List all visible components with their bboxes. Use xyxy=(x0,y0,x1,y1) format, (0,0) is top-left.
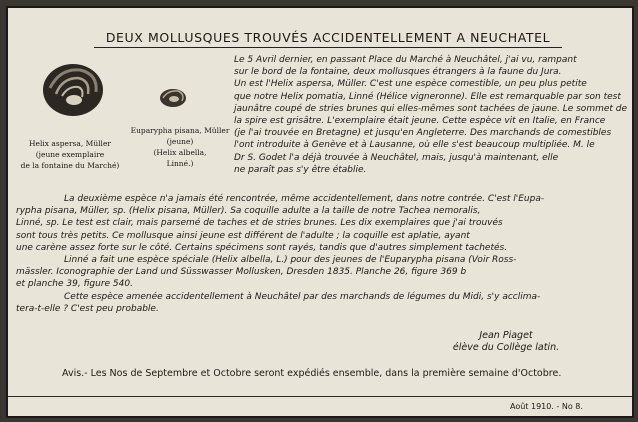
signature-block xyxy=(446,330,566,354)
text-line: Linné a fait une espèce spéciale (Helix albella, L.) pour des jeunes de l'Euparypha pisana (Voir Ross- xyxy=(64,255,517,266)
text-line: ne paraît pas s'y être établie. xyxy=(234,164,367,175)
figure-caption-helix-aspersa xyxy=(12,138,128,171)
text-line: tera-t-elle ? C'est peu probable. xyxy=(16,303,159,314)
caption-line: (jeune) xyxy=(166,137,194,146)
caption-line: Euparypha pisana, Müller xyxy=(130,126,230,135)
paragraph-second-species xyxy=(16,193,544,315)
text-line: Un est l'Helix aspersa, Müller. C'est une espèce comestible, un peu plus petite xyxy=(234,79,587,90)
text-line: Le 5 Avril dernier, en passant Place du Marché à Neuchâtel, j'ai vu, rampant xyxy=(234,55,577,65)
text-line: La deuxième espèce n'a jamais été rencontrée, même accidentellement, dans notre contrée. C'est l'Eupa- xyxy=(64,194,545,204)
text-line: (je l'ai trouvée en Bretagne) et jusqu'en Angleterre. Des marchands de comestibles xyxy=(234,128,612,139)
caption-line: (Helix albella, xyxy=(153,148,207,157)
euparypha-pisana-illustration xyxy=(158,86,188,110)
author-name: Jean Piaget xyxy=(479,330,533,341)
text-line: sont tous très petits. Ce mollusque ainsi jeune est différent de l'adulte ; la coquille est aplatie, ayant xyxy=(16,230,470,241)
issue-footer: Août 1910. - No 8. xyxy=(510,402,583,411)
text-line: l'ont introduite à Genève et à Lausanne, où elle s'est beaucoup multipliée. M. le xyxy=(234,140,595,151)
text-line: et planche 39, figure 540. xyxy=(16,279,133,290)
text-line: que notre Helix pomatia, Linné (Hélice vigneronne). Elle est remarquable par son test xyxy=(234,91,621,102)
page-title: DEUX MOLLUSQUES TROUVÉS ACCIDENTELLEMENT A NEUCHATEL xyxy=(105,30,551,45)
footer-divider xyxy=(8,396,632,397)
figure-caption-euparypha-pisana xyxy=(128,125,232,169)
title-underline xyxy=(94,47,562,48)
text-line: une carène assez forte sur le côté. Certains spécimens sont rayés, tandis que d'autres simplement tachetés. xyxy=(16,242,508,253)
text-line: jaunâtre coupé de stries brunes qui elles-mêmes sont tachées de jaune. Le sommet de xyxy=(234,103,628,114)
author-role: élève du Collège latin. xyxy=(452,342,560,353)
caption-line: (jeune exemplaire xyxy=(35,150,105,159)
text-line: sur le bord de la fontaine, deux mollusques étrangers à la faune du Jura. xyxy=(234,67,562,78)
text-line: Cette espèce amenée accidentellement à Neuchâtel par des marchands de légumes du Midi, s'y acclima- xyxy=(64,291,541,302)
text-line: Linné, sp. Le test est clair, mais parsemé de taches et de stries brunes. Les dix exemplaires que j'ai trouvés xyxy=(16,218,503,229)
paragraph-first-species xyxy=(234,54,627,176)
journal-page xyxy=(6,6,634,418)
text-line: mässler. Iconographie der Land und Süsswasser Mollusken, Dresden 1835. Planche 26, figure 369 b xyxy=(16,267,467,278)
caption-line: Helix aspersa, Müller xyxy=(29,139,111,148)
notice-avis: Avis.- Les Nos de Septembre et Octobre seront expédiés ensemble, dans la première semaine d'Octobre. xyxy=(62,368,562,379)
helix-aspersa-illustration xyxy=(40,60,106,120)
caption-line: de la fontaine du Marché) xyxy=(20,161,120,170)
text-line: Dr S. Godet l'a déjà trouvée à Neuchâtel, mais, jusqu'à maintenant, elle xyxy=(234,152,559,163)
text-line: rypha pisana, Müller, sp. (Helix pisana, Müller). Sa coquille adulte a la taille de notre Tachea nemoralis, xyxy=(16,206,481,217)
text-line: la spire est grisâtre. L'exemplaire était jeune. Cette espèce vit en Italie, en France xyxy=(234,116,606,127)
caption-line: Linné.) xyxy=(166,159,194,168)
